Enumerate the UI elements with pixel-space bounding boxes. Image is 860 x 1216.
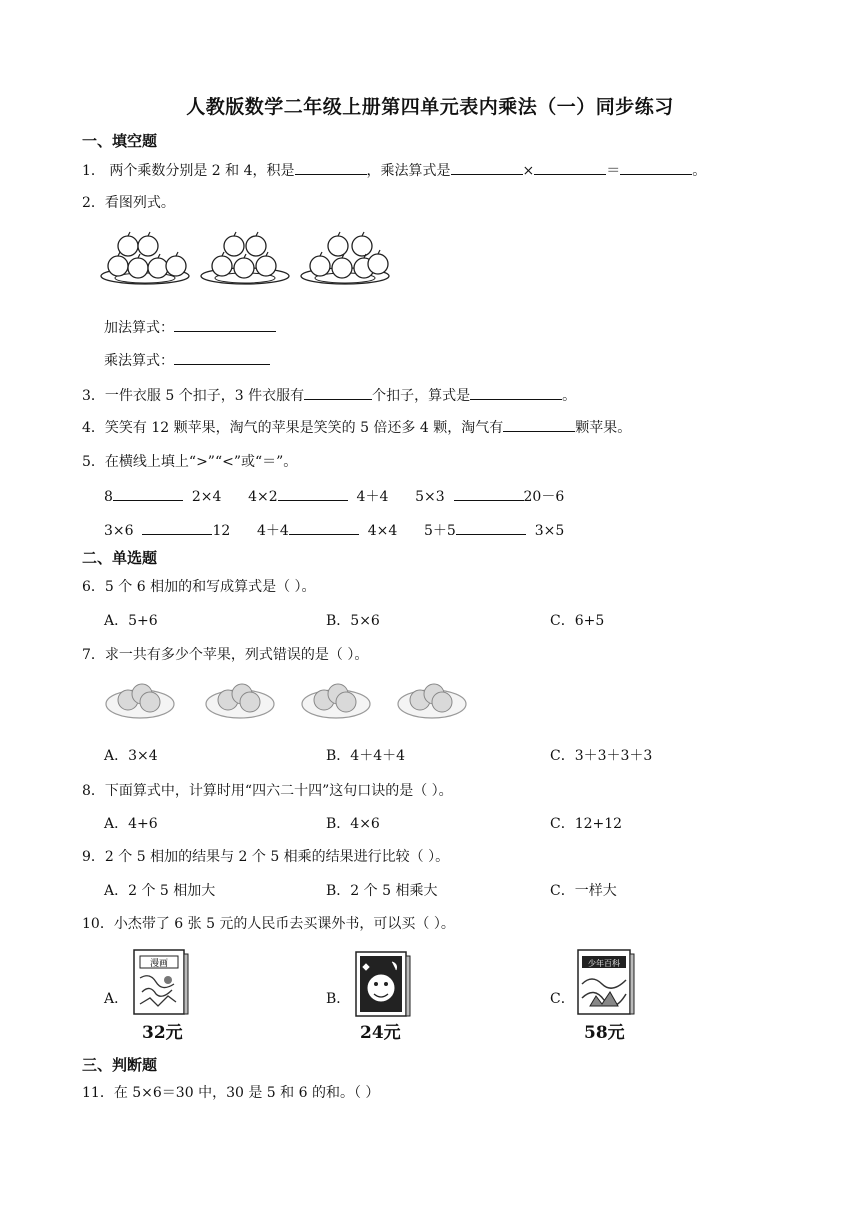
q1-equals-sign: ＝ [606,163,621,179]
q3-blank-count[interactable] [304,385,372,400]
q8-option-b[interactable]: B．4×6 [326,816,380,832]
q5-r2-left-3: 5＋5 [423,523,456,539]
book-b-icon [354,950,412,1020]
gray-plate-2 [206,684,274,718]
q9-option-a[interactable]: A．2 个 5 相加大 [104,883,216,899]
q5-row-2 [104,520,564,540]
q2-multiplication-label: 乘法算式： [104,353,174,369]
q4-blank[interactable] [503,417,575,432]
q3-text-a: 3．一件衣服 5 个扣子，3 件衣服有 [82,388,305,404]
q10-option-c[interactable]: C． [550,991,575,1007]
q10-option-a[interactable]: A． [104,991,129,1007]
question-5: 5．在横线上填上“>”“<”或“＝”。 [82,454,298,470]
q5-r1-blank-1[interactable] [113,486,183,501]
q1-blank-result[interactable] [620,160,692,175]
gray-plate-4 [398,684,466,718]
book-c-price: 58元 [584,1023,625,1043]
q7-option-b[interactable]: B．4＋4＋4 [326,748,406,764]
q5-r1-left-2: 4×2 [248,489,278,505]
apple-plate-2 [201,232,289,284]
book-a-icon [132,948,190,1018]
q5-r2-blank-1[interactable] [142,520,212,535]
section-fill-blank: 一、填空题 [82,132,158,150]
q6-option-c[interactable]: C．6+5 [550,613,605,629]
section-single-choice: 二、单选题 [82,549,158,567]
question-6: 6．5 个 6 相加的和写成算式是（ ）。 [82,579,316,595]
question-8: 8．下面算式中，计算时用“四六二十四”这句口诀的是（ ）。 [82,783,453,799]
question-1 [82,160,706,180]
gray-plate-3 [302,684,370,718]
q2-addition-line [104,317,276,337]
q1-text-end: 。 [692,163,707,179]
q9-option-c[interactable]: C．一样大 [550,883,617,899]
q5-r2-blank-3[interactable] [456,520,526,535]
q5-r2-left-1: 3×6 [104,523,134,539]
q2-addition-blank[interactable] [174,317,276,332]
q5-r1-blank-2[interactable] [278,486,348,501]
q1-times-sign: × [522,163,535,179]
apple-plate-3 [301,232,389,284]
q1-blank-factor-2[interactable] [534,160,606,175]
apple-plates-figure [100,228,400,298]
q5-r2-left-2: 4＋4 [256,523,289,539]
apple-plates-gray-figure [104,680,474,726]
q1-blank-factor-1[interactable] [451,160,523,175]
question-7: 7．求一共有多少个苹果，列式错误的是（ ）。 [82,647,369,663]
question-11: 11．在 5×6＝30 中，30 是 5 和 6 的和。（ ） [82,1085,380,1101]
q8-option-c[interactable]: C．12+12 [550,816,623,832]
q1-blank-product[interactable] [295,160,367,175]
q5-r2-blank-2[interactable] [289,520,359,535]
question-9: 9．2 个 5 相加的结果与 2 个 5 相乘的结果进行比较（ ）。 [82,849,450,865]
q3-blank-formula[interactable] [470,385,562,400]
q2-multiplication-blank[interactable] [174,350,270,365]
section-true-false: 三、判断题 [82,1056,158,1074]
book-a-price: 32元 [142,1023,183,1043]
q5-r1-blank-3[interactable] [454,486,524,501]
question-10: 10．小杰带了 6 张 5 元的人民币去买课外书，可以买（ ）。 [82,916,455,932]
q6-option-a[interactable]: A．5+6 [104,613,158,629]
q8-option-a[interactable]: A．4+6 [104,816,158,832]
q3-text-end: 。 [562,388,577,404]
q5-r1-left-1: 8 [104,489,113,505]
apple-plate-1 [101,232,189,284]
q1-text-b: ，乘法算式是 [366,163,451,179]
book-a-label: 漫画 [149,959,169,969]
book-b-price: 24元 [360,1023,401,1043]
q6-option-b[interactable]: B．5×6 [326,613,380,629]
q5-r1-right-2: 4＋4 [356,489,389,505]
q4-text-a: 4．笑笑有 12 颗苹果，淘气的苹果是笑笑的 5 倍还多 4 颗，淘气有 [82,420,504,436]
q5-r1-left-3: 5×3 [415,489,445,505]
q7-option-a[interactable]: A．3×4 [104,748,158,764]
gray-plate-1 [106,684,174,718]
q4-text-b: 颗苹果。 [575,420,632,436]
q5-r1-right-1: 2×4 [191,489,222,505]
q9-option-b[interactable]: B．2 个 5 相乘大 [326,883,438,899]
q2-multiplication-line [104,350,270,370]
worksheet-title: 人教版数学二年级上册第四单元表内乘法（一）同步练习 [186,96,674,118]
q5-r2-right-2: 4×4 [367,523,398,539]
q5-row-1 [104,486,564,506]
q5-r2-right-1: 12 [212,523,231,539]
q1-text-a: 1． 两个乘数分别是 2 和 4，积是 [82,163,295,179]
q2-addition-label: 加法算式： [104,320,174,336]
book-c-icon [576,948,636,1018]
q5-r1-right-3: 20－6 [523,489,565,505]
q10-option-b[interactable]: B． [326,991,351,1007]
question-3 [82,385,576,405]
question-4 [82,417,631,437]
q3-text-b: 个扣子，算式是 [372,388,471,404]
book-c-label: 少年百科 [588,959,620,968]
q7-option-c[interactable]: C．3＋3＋3＋3 [550,748,653,764]
question-2: 2．看图列式。 [82,195,175,211]
q5-r2-right-3: 3×5 [534,523,565,539]
